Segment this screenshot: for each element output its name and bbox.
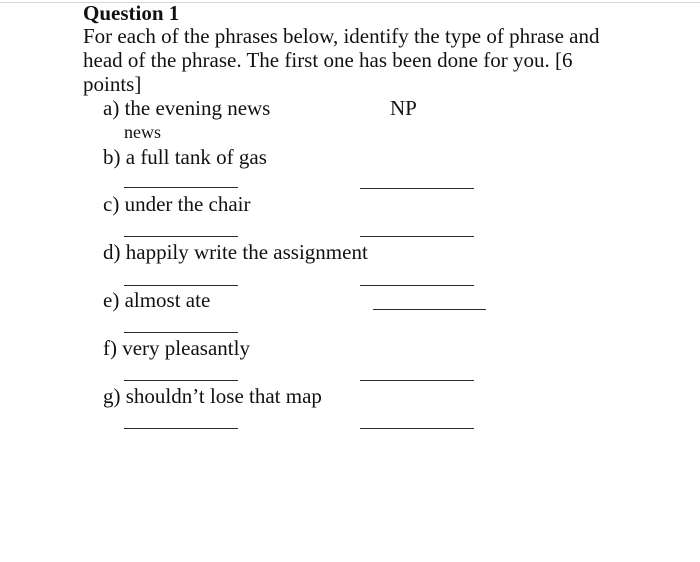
phrase-d: d) happily write the assignment xyxy=(103,240,368,264)
answer-blank-f-left[interactable] xyxy=(124,380,238,381)
answer-blank-g-left[interactable] xyxy=(124,428,238,429)
answer-blank-c-right[interactable] xyxy=(360,236,474,237)
phrase-b: b) a full tank of gas xyxy=(103,145,267,169)
answer-blank-c-left[interactable] xyxy=(124,236,238,237)
example-head-answer: news xyxy=(124,122,161,142)
answer-blank-b-right[interactable] xyxy=(360,188,474,189)
question-title: Question 1 xyxy=(83,1,180,25)
answer-blank-b-left[interactable] xyxy=(124,187,238,188)
phrase-c: c) under the chair xyxy=(103,192,251,216)
phrase-e: e) almost ate xyxy=(103,288,211,312)
example-phrase: a) the evening news xyxy=(103,96,271,120)
phrase-g: g) shouldn’t lose that map xyxy=(103,384,322,408)
answer-blank-d-right[interactable] xyxy=(360,285,474,286)
answer-blank-f-right[interactable] xyxy=(360,380,474,381)
question-instructions: For each of the phrases below, identify the type of phrase and head of the phrase. The first one has been done for you. [6 points] xyxy=(83,24,600,96)
answer-blank-g-right[interactable] xyxy=(360,428,474,429)
example-type-answer: NP xyxy=(390,96,417,120)
answer-blank-d-left[interactable] xyxy=(124,285,238,286)
answer-blank-e-right[interactable] xyxy=(373,309,486,310)
phrase-f: f) very pleasantly xyxy=(103,336,250,360)
answer-blank-e-left[interactable] xyxy=(124,332,238,333)
